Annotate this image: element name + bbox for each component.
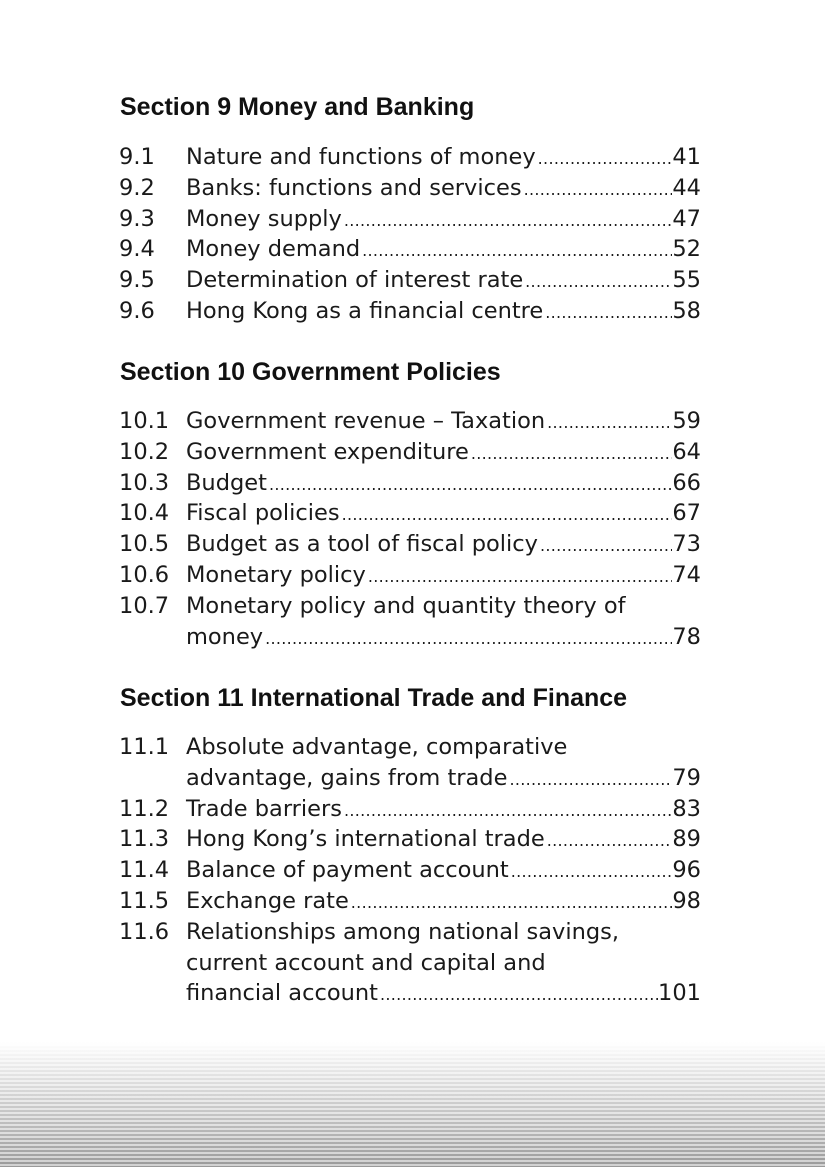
toc-number: 9.3 bbox=[119, 205, 155, 232]
toc-page-number: 83 bbox=[672, 795, 701, 822]
toc-title-first-line: Absolute advantage, comparative bbox=[186, 734, 568, 760]
toc-page-number: 74 bbox=[672, 561, 701, 588]
toc-page-number: 73 bbox=[672, 531, 701, 558]
dot-leader bbox=[362, 234, 672, 267]
toc-entry-11-1[interactable] bbox=[119, 732, 701, 794]
toc-entry-11-4[interactable] bbox=[119, 855, 701, 886]
toc-entry-11-5[interactable] bbox=[119, 886, 701, 917]
dot-leader bbox=[538, 142, 673, 175]
dot-leader bbox=[342, 498, 673, 531]
toc-page-number: 44 bbox=[672, 174, 701, 201]
dot-leader bbox=[269, 468, 672, 501]
page-bottom-gradient bbox=[0, 1042, 825, 1167]
toc-title: Money supply bbox=[186, 205, 342, 232]
toc-page-number: 98 bbox=[672, 887, 701, 914]
toc-number: 10.1 bbox=[119, 408, 170, 434]
toc-entry-10-3[interactable] bbox=[119, 468, 701, 499]
toc-title: Money demand bbox=[186, 236, 361, 263]
toc-title: money bbox=[186, 623, 264, 650]
toc-page-number: 52 bbox=[672, 236, 701, 263]
dot-leader bbox=[511, 855, 673, 888]
section-9-toc bbox=[119, 142, 701, 327]
toc-number: 9.2 bbox=[119, 174, 155, 201]
toc-entry-9-5[interactable] bbox=[119, 265, 701, 296]
toc-page-number: 79 bbox=[672, 764, 701, 791]
toc-page-number: 96 bbox=[672, 857, 701, 884]
toc-entry-10-4[interactable] bbox=[119, 498, 701, 529]
section-9-heading: Section 9 Money and Banking bbox=[120, 93, 475, 121]
toc-page-number: 67 bbox=[672, 500, 701, 527]
toc-entry-9-4[interactable] bbox=[119, 234, 701, 265]
toc-page-number: 89 bbox=[672, 826, 701, 853]
dot-leader bbox=[524, 173, 673, 206]
toc-number: 11.5 bbox=[119, 887, 170, 914]
section-10-heading: Section 10 Government Policies bbox=[120, 358, 501, 386]
toc-entry-9-6[interactable] bbox=[119, 296, 701, 327]
toc-page-number: 55 bbox=[672, 267, 701, 294]
toc-entry-10-6[interactable] bbox=[119, 560, 701, 591]
toc-page-number: 101 bbox=[658, 980, 701, 1007]
toc-title: Government revenue – Taxation bbox=[186, 408, 546, 434]
toc-entry-11-2[interactable] bbox=[119, 794, 701, 825]
dot-leader bbox=[471, 437, 673, 470]
toc-number: 10.6 bbox=[119, 561, 170, 588]
dot-leader bbox=[380, 978, 658, 1011]
toc-entry-10-1[interactable] bbox=[119, 406, 701, 437]
toc-number: 10.7 bbox=[119, 592, 170, 619]
toc-number: 11.3 bbox=[119, 826, 170, 853]
toc-number: 9.6 bbox=[119, 297, 155, 324]
dot-leader bbox=[525, 265, 672, 298]
toc-title-second-line: current account and capital and bbox=[186, 949, 546, 976]
dot-leader bbox=[368, 560, 673, 593]
toc-title: Government expenditure bbox=[186, 438, 469, 465]
toc-entry-10-2[interactable] bbox=[119, 437, 701, 468]
toc-number: 10.5 bbox=[119, 531, 170, 558]
toc-page-number: 47 bbox=[672, 205, 701, 232]
toc-number: 10.2 bbox=[119, 438, 170, 465]
dot-leader bbox=[540, 529, 672, 562]
toc-title: Trade barriers bbox=[186, 795, 342, 822]
dot-leader bbox=[344, 794, 672, 827]
section-10-toc bbox=[119, 406, 701, 652]
toc-title: financial account bbox=[186, 980, 378, 1007]
toc-title: Balance of payment account bbox=[186, 857, 509, 884]
toc-title: Budget as a tool of fiscal policy bbox=[186, 531, 538, 558]
dot-leader bbox=[265, 622, 672, 655]
toc-entry-11-6[interactable] bbox=[119, 917, 701, 1009]
toc-title: Nature and functions of money bbox=[186, 144, 536, 170]
toc-number: 9.5 bbox=[119, 267, 155, 294]
toc-number: 9.1 bbox=[119, 144, 155, 170]
section-11-toc bbox=[119, 732, 701, 1009]
toc-title: Monetary policy bbox=[186, 561, 366, 588]
toc-page-number: 78 bbox=[672, 623, 701, 650]
toc-title-first-line: Relationships among national savings, bbox=[186, 918, 619, 945]
toc-number: 11.6 bbox=[119, 918, 170, 945]
toc-page-number: 64 bbox=[672, 438, 701, 465]
toc-page-number: 58 bbox=[672, 297, 701, 324]
dot-leader bbox=[547, 824, 673, 857]
toc-title: Hong Kong as a financial centre bbox=[186, 297, 544, 324]
toc-number: 11.1 bbox=[119, 734, 170, 760]
toc-entry-9-1[interactable] bbox=[119, 142, 701, 173]
dot-leader bbox=[344, 204, 672, 237]
toc-entry-10-7[interactable] bbox=[119, 591, 701, 653]
toc-title: Banks: functions and services bbox=[186, 174, 522, 201]
toc-number: 11.2 bbox=[119, 795, 170, 822]
toc-title: Budget bbox=[186, 469, 267, 496]
toc-page-number: 59 bbox=[672, 408, 701, 434]
section-11-heading: Section 11 International Trade and Finance bbox=[120, 684, 628, 712]
toc-entry-11-3[interactable] bbox=[119, 824, 701, 855]
toc-entry-10-5[interactable] bbox=[119, 529, 701, 560]
dot-leader bbox=[547, 406, 672, 439]
toc-title-first-line: Monetary policy and quantity theory of bbox=[186, 592, 626, 619]
toc-entry-9-2[interactable] bbox=[119, 173, 701, 204]
toc-number: 9.4 bbox=[119, 236, 155, 263]
toc-title: Hong Kong’s international trade bbox=[186, 826, 545, 853]
toc-title: Determination of interest rate bbox=[186, 267, 524, 294]
toc-page-number: 41 bbox=[672, 144, 701, 170]
dot-leader bbox=[509, 763, 672, 796]
toc-title: advantage, gains from trade bbox=[186, 764, 508, 791]
toc-title: Fiscal policies bbox=[186, 500, 340, 527]
toc-entry-9-3[interactable] bbox=[119, 204, 701, 235]
toc-number: 10.3 bbox=[119, 469, 170, 496]
toc-page-number: 66 bbox=[672, 469, 701, 496]
toc-number: 11.4 bbox=[119, 857, 170, 884]
toc-title: Exchange rate bbox=[186, 887, 349, 914]
toc-number: 10.4 bbox=[119, 500, 170, 527]
dot-leader bbox=[351, 886, 673, 919]
dot-leader bbox=[545, 296, 672, 329]
